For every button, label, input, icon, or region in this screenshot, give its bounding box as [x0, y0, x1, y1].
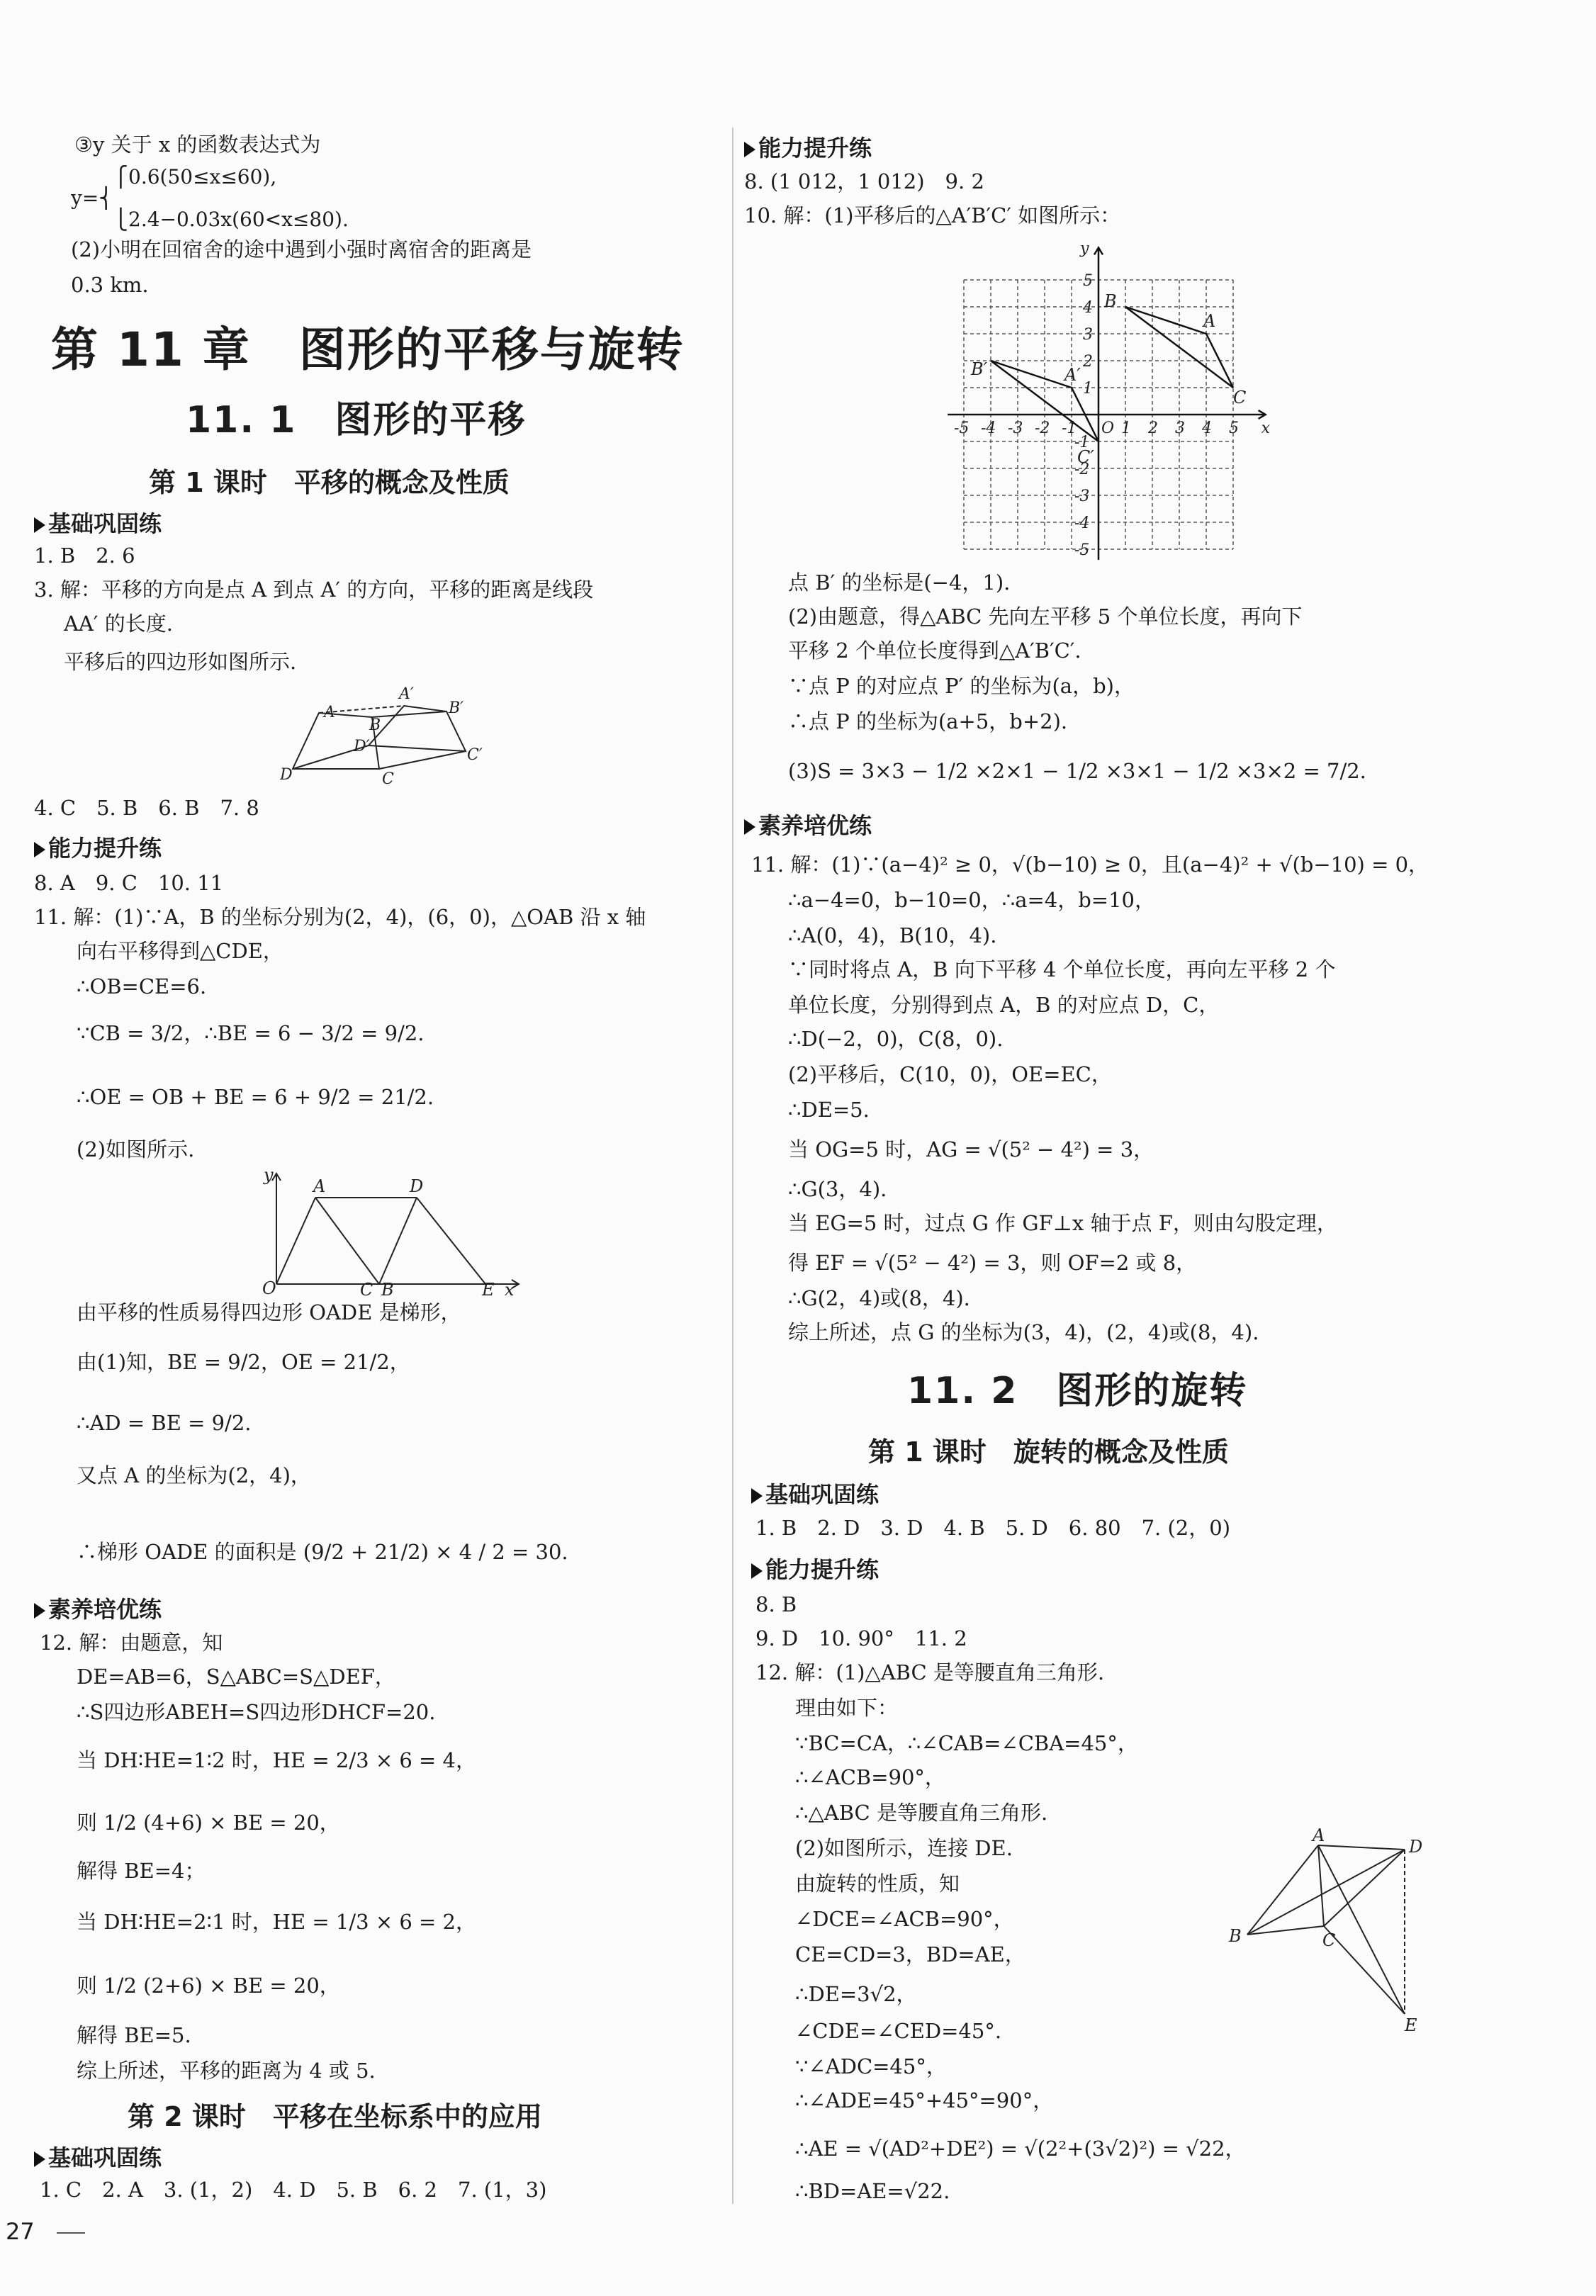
- column-divider: [732, 128, 734, 2204]
- text-line: 得 EF = √(5² − 4²) = 3，则 OF=2 或 8，: [788, 1251, 1197, 1275]
- x-tick-label: 3: [1175, 420, 1185, 437]
- label-A: A: [313, 1176, 326, 1196]
- text-line: ⎩2.4−0.03x(60<x≤80).: [113, 208, 349, 231]
- x-axis-label: x: [1261, 420, 1271, 437]
- text-line: (2)小明在回宿舍的途中遇到小强时离宿舍的距离是: [71, 237, 532, 261]
- label-A: A: [324, 704, 335, 721]
- point-label-B: B: [1104, 291, 1117, 311]
- text-line: 8. A 9. C 10. 11: [34, 871, 224, 895]
- triangle-icon: [744, 142, 755, 157]
- label-C: C: [360, 1280, 373, 1297]
- y-tick-label: 1: [1083, 380, 1093, 398]
- text-line: 单位长度，分别得到点 A，B 的对应点 D，C，: [788, 993, 1220, 1017]
- triangle-icon: [34, 517, 45, 533]
- x-tick-label: -4: [981, 420, 996, 437]
- text-line: 解得 BE=5.: [77, 2023, 191, 2047]
- x-tick-label: -1: [1062, 420, 1077, 437]
- text-line: 则 1/2 (2+6) × BE = 20，: [77, 1974, 340, 1998]
- triangle-icon: [34, 2151, 45, 2167]
- lesson-title: 第 1 课时 旋转的概念及性质: [868, 1436, 1229, 1468]
- text-line: 平移后的四边形如图所示.: [64, 650, 297, 674]
- section-title: 11. 2 图形的旋转: [907, 1370, 1248, 1412]
- text-line: 0.3 km.: [71, 273, 149, 297]
- text-line: 1. B 2. 6: [34, 544, 135, 568]
- text-line: ③y 关于 x 的函数表达式为: [74, 133, 321, 157]
- lesson-title: 第 2 课时 平移在坐标系中的应用: [128, 2101, 542, 2132]
- y-tick-label: 2: [1083, 353, 1093, 371]
- section-heading: 基础巩固练: [34, 2140, 162, 2173]
- section-heading: 能力提升练: [34, 831, 162, 863]
- triangle-icon: [34, 1603, 45, 1619]
- text-line: (2)如图所示，连接 DE.: [795, 1836, 1013, 1860]
- text-line: 1. C 2. A 3. (1，2) 4. D 5. B 6. 2 7. (1，3): [40, 2178, 547, 2202]
- text-line: 综上所述，点 G 的坐标为(3，4)，(2，4)或(8，4).: [788, 1320, 1259, 1344]
- text-line: ∴S四边形ABEH=S四边形DHCF=20.: [77, 1700, 436, 1724]
- page-number-dash: [57, 2232, 85, 2234]
- triangle-icon: [751, 1563, 763, 1579]
- text-line: ∴OE = OB + BE = 6 + 9/2 = 21/2.: [77, 1085, 434, 1109]
- text-line: DE=AB=6，S△ABC=S△DEF，: [77, 1665, 395, 1689]
- trapezoid-OADE-figure: [255, 1162, 524, 1297]
- label-C-prime: C′: [467, 746, 483, 764]
- text-line: 12. 解：(1)△ABC 是等腰直角三角形.: [755, 1660, 1105, 1684]
- section-heading: 基础巩固练: [751, 1477, 879, 1509]
- point-label-A-prime: A′: [1064, 365, 1081, 385]
- x-tick-label: 4: [1202, 420, 1212, 437]
- rotation-triangle-figure: [1219, 1828, 1460, 2034]
- text-line: 3. 解：平移的方向是点 A 到点 A′ 的方向，平移的距离是线段: [34, 578, 594, 602]
- y-tick-label: 5: [1083, 272, 1093, 290]
- text-line: 8. B: [755, 1592, 797, 1616]
- label-D: D: [1409, 1837, 1423, 1857]
- text-line: 向右平移得到△CDE，: [77, 939, 283, 963]
- text-line: ∵CB = 3/2，∴BE = 6 − 3/2 = 9/2.: [77, 1021, 425, 1045]
- label-E: E: [482, 1280, 495, 1297]
- text-line: 解得 BE=4；: [77, 1859, 206, 1883]
- label-B: B: [381, 1280, 394, 1297]
- text-line: 10. 解：(1)平移后的△A′B′C′ 如图所示：: [744, 203, 1121, 227]
- text-line: ∴AD = BE = 9/2.: [77, 1411, 252, 1435]
- text-line: ∴△ABC 是等腰直角三角形.: [795, 1801, 1048, 1825]
- text-line: 理由如下：: [795, 1696, 899, 1720]
- x-tick-label: -3: [1008, 420, 1023, 437]
- text-line: ∴∠ADE=45°+45°=90°，: [795, 2088, 1054, 2112]
- text-line: 当 EG=5 时，过点 G 作 GF⊥x 轴于点 F，则由勾股定理，: [788, 1211, 1337, 1235]
- section-heading: 能力提升练: [744, 130, 872, 163]
- y-tick-label: 3: [1083, 326, 1093, 344]
- text-line: (2)平移后，C(10，0)，OE=EC，: [788, 1062, 1112, 1086]
- text-line: 由(1)知，BE = 9/2，OE = 21/2，: [77, 1350, 410, 1374]
- point-label-C: C: [1233, 388, 1247, 407]
- label-O: O: [262, 1278, 276, 1297]
- label-C: C: [1322, 1930, 1336, 1950]
- y-tick-label: 4: [1083, 299, 1093, 317]
- section-heading: 能力提升练: [751, 1552, 879, 1585]
- text-line: ∴点 P 的坐标为(a+5，b+2).: [788, 709, 1068, 733]
- text-line: ∴DE=5.: [788, 1098, 870, 1122]
- text-line: ∵∠ADC=45°，: [795, 2054, 947, 2078]
- text-line: ∵点 P 的对应点 P′ 的坐标为(a，b)，: [788, 674, 1135, 698]
- text-line: 平移 2 个单位长度得到△A′B′C′.: [788, 638, 1081, 663]
- y-tick-label: -4: [1074, 514, 1090, 532]
- text-line: ∠CDE=∠CED=45°.: [795, 2019, 1002, 2043]
- text-line: 9. D 10. 90° 11. 2: [755, 1626, 967, 1650]
- triangle-icon: [751, 1488, 763, 1504]
- section-heading: 基础巩固练: [34, 506, 162, 539]
- text-line: 4. C 5. B 6. B 7. 8: [34, 796, 259, 820]
- y-tick-label: -1: [1074, 434, 1090, 451]
- text-line: 又点 A 的坐标为(2，4)，: [77, 1463, 311, 1487]
- chapter-title: 第 11 章 图形的平移与旋转: [51, 322, 685, 377]
- label-B: B: [1229, 1926, 1242, 1946]
- text-line: 8. (1 012，1 012) 9. 2: [744, 169, 984, 193]
- text-line: ∴DE=3√2，: [795, 1982, 917, 2006]
- x-tick-label: 2: [1148, 420, 1158, 437]
- label-D: D: [410, 1176, 424, 1196]
- label-x-axis: x: [505, 1280, 515, 1297]
- label-A-prime: A′: [399, 685, 414, 703]
- text-line: 当 OG=5 时，AG = √(5² − 4²) = 3，: [788, 1137, 1154, 1161]
- origin-label: O: [1101, 420, 1115, 437]
- text-line: 当 DH∶HE=2∶1 时，HE = 1/3 × 6 = 2，: [77, 1910, 476, 1934]
- translation-quadrilateral-figure: [280, 680, 493, 794]
- text-line: ∴G(2，4)或(8，4).: [788, 1286, 970, 1310]
- page-number: 27: [6, 2218, 35, 2245]
- text-line: CE=CD=3，BD=AE，: [795, 1942, 1025, 1966]
- label-E: E: [1405, 2015, 1417, 2034]
- triangle-icon: [34, 842, 45, 857]
- label-D: D: [280, 766, 293, 784]
- text-line: 综上所述，平移的距离为 4 或 5.: [77, 2059, 376, 2083]
- text-line: ∠DCE=∠ACB=90°，: [795, 1907, 1014, 1931]
- y-tick-label: -2: [1074, 461, 1090, 478]
- point-label-C-prime: C′: [1077, 447, 1094, 467]
- text-line: ∴BD=AE=√22.: [795, 2179, 950, 2203]
- label-A: A: [1313, 1828, 1325, 1845]
- label-C: C: [382, 770, 394, 788]
- text-line: ∵BC=CA，∴∠CAB=∠CBA=45°，: [795, 1731, 1138, 1755]
- text-line: AA′ 的长度.: [64, 612, 173, 636]
- label-D-prime: D′: [354, 738, 370, 755]
- point-label-B-prime: B′: [971, 359, 988, 379]
- text-line: 则 1/2 (4+6) × BE = 20，: [77, 1811, 340, 1835]
- text-line: 由平移的性质易得四边形 OADE 是梯形，: [77, 1300, 461, 1324]
- text-line: 由旋转的性质，知: [795, 1872, 960, 1896]
- text-line: ∴AE = √(AD²+DE²) = √(2²+(3√2)²) = √22，: [795, 2137, 1246, 2161]
- text-line: ∴A(0，4)，B(10，4).: [788, 923, 997, 947]
- section-heading: 素养培优练: [34, 1592, 162, 1624]
- text-line: ∴梯形 OADE 的面积是 (9/2 + 21/2) × 4 / 2 = 30.: [77, 1540, 568, 1564]
- x-tick-label: -2: [1035, 420, 1050, 437]
- text-line: ∴D(−2，0)，C(8，0).: [788, 1027, 1004, 1051]
- text-line: ∴∠ACB=90°，: [795, 1765, 945, 1789]
- text-line: ∴a−4=0，b−10=0，∴a=4，b=10，: [788, 888, 1156, 912]
- text-line: ⎧0.6(50≤x≤60),: [113, 165, 277, 188]
- x-tick-label: -5: [954, 420, 970, 437]
- text-line: 1. B 2. D 3. D 4. B 5. D 6. 80 7. (2，0): [755, 1516, 1231, 1540]
- text-line: ∵同时将点 A，B 向下平移 4 个单位长度，再向左平移 2 个: [788, 957, 1336, 981]
- x-tick-label: 5: [1229, 420, 1239, 437]
- text-line: (2)如图所示.: [77, 1137, 195, 1161]
- text-line: (2)由题意，得△ABC 先向左平移 5 个单位长度，再向下: [788, 604, 1303, 629]
- text-line: (3)S = 3×3 − 1/2 ×2×1 − 1/2 ×3×1 − 1/2 ×3×2 = 7/2.: [788, 759, 1366, 783]
- y-tick-label: -5: [1074, 541, 1090, 559]
- section-title: 11. 1 图形的平移: [186, 399, 527, 441]
- x-tick-label: 1: [1121, 420, 1131, 437]
- text-line: ∴OB=CE=6.: [77, 974, 207, 998]
- text-line: 11. 解：(1)∵(a−4)² ≥ 0，√(b−10) ≥ 0，且(a−4)² + √(b−10) = 0，: [751, 852, 1429, 877]
- lesson-title: 第 1 课时 平移的概念及性质: [149, 467, 510, 498]
- label-B-prime: B′: [449, 699, 464, 717]
- y-axis-label: y: [1080, 240, 1089, 258]
- label-B: B: [369, 716, 381, 734]
- text-line: 点 B′ 的坐标是(−4，1).: [788, 570, 1011, 595]
- text-line: 12. 解：由题意，知: [40, 1631, 223, 1655]
- section-heading: 素养培优练: [744, 808, 872, 840]
- y-tick-label: -3: [1074, 488, 1090, 505]
- coordinate-grid-figure: [939, 234, 1308, 560]
- label-y-axis: y: [264, 1165, 274, 1185]
- text-line: 11. 解：(1)∵A，B 的坐标分别为(2，4)，(6，0)，△OAB 沿 x 轴: [34, 905, 646, 929]
- triangle-icon: [744, 819, 755, 835]
- point-label-A: A: [1203, 311, 1216, 331]
- text-line: ∴G(3，4).: [788, 1177, 887, 1201]
- text-line: y=⎨: [71, 186, 114, 210]
- text-line: 当 DH∶HE=1∶2 时，HE = 2/3 × 6 = 4，: [77, 1748, 476, 1772]
